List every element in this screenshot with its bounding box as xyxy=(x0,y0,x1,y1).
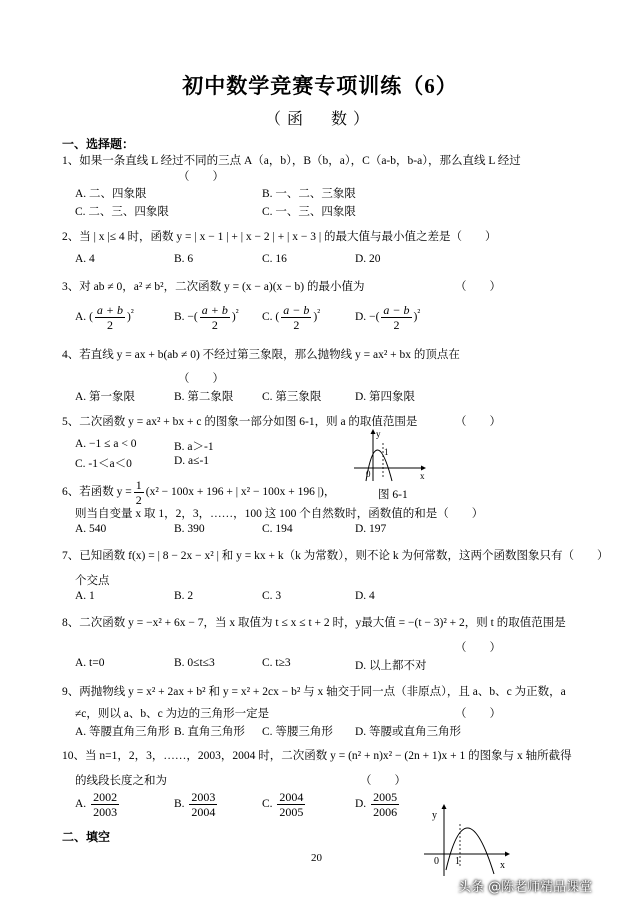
figure-6-1 xyxy=(350,425,430,483)
question-3-option-c: C. ( $\frac{a - b}{2}$ )$^{^2}$ xyxy=(262,303,321,332)
figure-6-1-y-label: y xyxy=(376,429,381,439)
question-10-option-b: B. $\frac{2003}{2004}$ xyxy=(174,790,216,819)
section-heading-choice: 一、选择题： xyxy=(62,137,135,151)
question-10-option-d: D. $\frac{2005}{2006}$ xyxy=(355,790,398,819)
parabola-figure-x-label: x xyxy=(500,860,505,871)
question-1-paren: （ ） xyxy=(178,171,224,183)
figure-6-1-caption: 图 6-1 xyxy=(378,489,408,501)
question-5-option-c: C. -1＜a＜0 xyxy=(75,458,132,470)
question-7-option-d: D. 4 xyxy=(355,590,375,602)
question-6-stem: 6、若函数 y = $\frac{1}{2}$ (x² − 100x + 196 + | x² − 100x + 196 |)， xyxy=(62,478,336,507)
question-8-option-b: B. 0≤t≤3 xyxy=(174,657,215,669)
question-3-option-a: A. ( $\frac{a + b}{2}$ )$^{^2}$ xyxy=(75,303,134,332)
question-4-stem: 4、若直线 y = ax + b(ab ≠ 0) 不经过第三象限，那么抛物线 y = ax² + bx 的顶点在 xyxy=(62,349,460,361)
question-9-option-d: D. 等腰或直角三角形 xyxy=(355,726,462,738)
page-subtitle: （函 数） xyxy=(264,111,375,128)
question-2-option-b: B. 6 xyxy=(174,253,194,265)
question-6-option-a: A. 540 xyxy=(75,523,107,535)
question-10-line2: 的线段长度之和为 xyxy=(75,775,167,787)
question-7-option-b: B. 2 xyxy=(174,590,194,602)
parabola-figure-y-label: y xyxy=(432,810,437,821)
question-3-stem: 3、对 ab ≠ 0，a² ≠ b²，二次函数 y = (x − a)(x − b) 的最小值为 xyxy=(62,281,365,293)
question-8-option-a: A. t=0 xyxy=(75,657,105,669)
question-7-option-c: C. 3 xyxy=(262,590,282,602)
figure-6-1-one: 1 xyxy=(384,447,389,457)
question-9-stem: 9、两抛物线 y = x² + 2ax + b² 和 y = x² + 2cx − b² 与 x 轴交于同一点（非原点），且 a、b、c 为正数，a xyxy=(62,686,566,698)
question-3-option-b: B. −( $\frac{a + b}{2}$ )$^{^2}$ xyxy=(174,303,239,332)
question-10-option-c: C. $\frac{2004}{2005}$ xyxy=(262,790,304,819)
question-1-option-d: C. 一、三、四象限 xyxy=(262,206,356,218)
question-9-option-b: B. 直角三角形 xyxy=(174,726,245,738)
question-8-option-d: D. 以上都不对 xyxy=(355,660,427,672)
watermark: 头条 @陈老师精品课堂 xyxy=(458,880,593,895)
section-heading-fill: 二、填空 xyxy=(62,830,111,844)
question-4-option-a: A. 第一象限 xyxy=(75,391,136,403)
question-6-option-d: D. 197 xyxy=(355,523,387,535)
parabola-figure xyxy=(420,798,512,878)
question-9-option-a: A. 等腰直角三角形 xyxy=(75,726,170,738)
question-2-option-c: C. 16 xyxy=(262,253,287,265)
parabola-figure-one: 1 xyxy=(455,856,460,867)
question-7-line2: 个交点 xyxy=(75,575,110,587)
question-8-paren: （ ） xyxy=(455,642,501,654)
question-5-option-d: D. a≤-1 xyxy=(174,455,210,467)
question-5-option-b: B. a＞-1 xyxy=(174,441,214,453)
question-10-paren: （ ） xyxy=(360,775,406,787)
question-8-option-c: C. t≥3 xyxy=(262,657,291,669)
question-2-stem: 2、当 | x |≤ 4 时，函数 y = | x − 1 | + | x − 2 | + | x − 3 | 的最大值与最小值之差是（ ） xyxy=(62,231,497,243)
question-9-option-c: C. 等腰三角形 xyxy=(262,726,333,738)
question-5-paren: （ ） xyxy=(455,416,501,428)
question-8-stem: 8、二次函数 y = −x² + 6x − 7，当 x 取值为 t ≤ x ≤ t + 2 时，y最大值 = −(t − 3)² + 2，则 t 的取值范围是 xyxy=(62,617,566,629)
question-10-option-a: A. $\frac{2002}{2003}$ xyxy=(75,790,118,819)
question-5-option-a: A. −1 ≤ a < 0 xyxy=(75,438,137,450)
question-9-line2: ≠c，则以 a、b、c 为边的三角形一定是 xyxy=(75,708,270,720)
figure-6-1-x-label: x xyxy=(420,471,425,481)
question-6-option-b: B. 390 xyxy=(174,523,205,535)
question-1-option-b: B. 一、二、三象限 xyxy=(262,188,356,200)
question-4-paren: （ ） xyxy=(178,373,224,385)
question-1-stem: 1、如果一条直线 L 经过不同的三点 A（a，b），B（b，a），C（a-b，b-a），那么直线 L 经过 xyxy=(62,155,521,167)
question-9-paren: （ ） xyxy=(455,708,501,720)
question-4-option-b: B. 第二象限 xyxy=(174,391,234,403)
question-2-option-a: A. 4 xyxy=(75,253,95,265)
question-3-option-d: D. −( $\frac{a - b}{2}$ )$^{^2}$ xyxy=(355,303,421,332)
question-4-option-d: D. 第四象限 xyxy=(355,391,416,403)
question-1-option-a: A. 二、四象限 xyxy=(75,188,147,200)
page-number: 20 xyxy=(311,852,322,864)
question-5-stem: 5、二次函数 y = ax² + bx + c 的图象一部分如图 6-1，则 a 的取值范围是 xyxy=(62,416,418,428)
question-6-option-c: C. 194 xyxy=(262,523,293,535)
question-6-line2: 则当自变量 x 取 1，2，3，……，100 这 100 个自然数时，函数值的和是（ ） xyxy=(75,508,484,520)
question-3-paren: （ ） xyxy=(455,281,501,293)
question-1-option-c: C. 二、三、四象限 xyxy=(75,206,169,218)
page-title: 初中数学竞赛专项训练（6） xyxy=(182,74,458,98)
question-10-stem: 10、当 n=1，2，3，……，2003，2004 时，二次函数 y = (n² + n)x² − (2n + 1)x + 1 的图象与 x 轴所截得 xyxy=(62,750,572,762)
question-7-option-a: A. 1 xyxy=(75,590,95,602)
figure-6-1-origin: 0 xyxy=(366,469,371,479)
question-4-option-c: C. 第三象限 xyxy=(262,391,322,403)
question-2-option-d: D. 20 xyxy=(355,253,381,265)
question-7-stem: 7、已知函数 f(x) = | 8 − 2x − x² | 和 y = kx + k（k 为常数），则不论 k 为何常数，这两个函数图象只有（ ） xyxy=(62,550,609,562)
parabola-figure-origin: 0 xyxy=(434,856,439,867)
